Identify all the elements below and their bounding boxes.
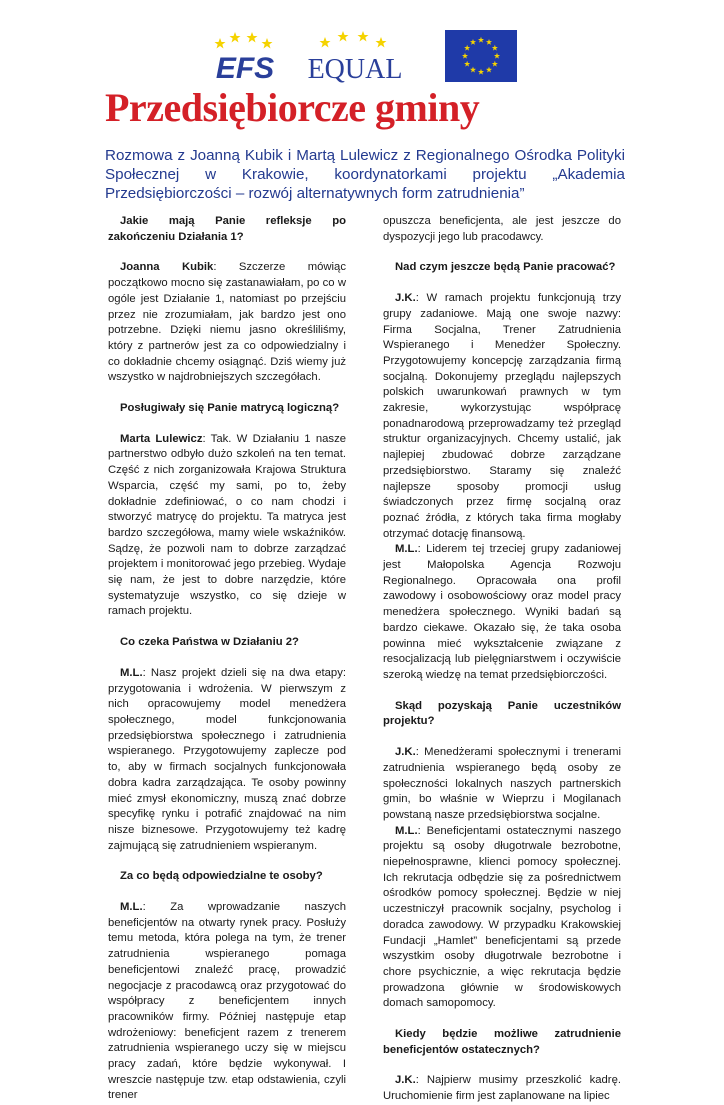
- right-column: [383, 214, 621, 1105]
- answer-paragraph: [383, 1073, 621, 1104]
- speaker-name: Joanna Kubik: [120, 261, 214, 274]
- answer-paragraph: [108, 260, 346, 386]
- question-heading: Kiedy będzie możliwe zatrudnienie beneficjentów ostatecznych?: [383, 1028, 621, 1056]
- answer-paragraph: [383, 291, 621, 542]
- efs-logo-graphic: [205, 28, 285, 86]
- answer-paragraph: [383, 745, 621, 824]
- speaker-name: Marta Lulewicz: [120, 432, 203, 445]
- answer-paragraph: [108, 666, 346, 854]
- speaker-name: M.L.: [120, 901, 143, 914]
- speaker-name: J.K.: [395, 1074, 416, 1087]
- answer-text: : Liderem tej trzeciej grupy zadaniowej jest Małopolska Agencja Rozwoju Regionalnego. Opracowała ona profil zawodowy i osobowościowy oraz model pracy menedżera społecznego. Wyniki badań są bardzo ciekawe. Okazało się, że taka osoba powinna mieć wykształcenie związane z resocjalizacją lub pielęgniarstwem i oczywiście szeroką wiedzę na temat przedsiębiorczości.: [383, 543, 621, 681]
- question-heading: Co czeka Państwa w Działaniu 2?: [120, 636, 299, 649]
- question-heading: Jakie mają Panie refleksje po zakończeniu Działania 1?: [108, 215, 346, 243]
- answer-text: : Za wprowadzanie naszych beneficjentów na otwarty rynek pracy. Posłuży temu metoda, która polega na tym, że trener zatrudnienia wspieranego pomaga beneficjentowi znaleźć pracę, prowadzić negocjacje z pracodawcą oraz przygotować do współpracy z beneficjentem innych pracowników firmy. Później następuje etap wdrożeniowy: beneficjent razem z trenerem zatrudnienia wspieranego uczy się w miejscu pracy zadań, które będzie wykonywał. I wreszcie następuje tzw. etap odstawienia, czyli trener: [108, 901, 346, 1102]
- answer-paragraph: [108, 900, 346, 1104]
- logo-bar: [205, 28, 517, 88]
- equal-logo-text: EQUAL: [307, 54, 403, 85]
- answer-text: : Tak. W Działaniu 1 nasze partnerstwo odbyło dużo szkoleń na ten temat. Część z nich zorganizowała Krajowa Struktura Wsparcia, część my sami, po to, żeby dokładnie zdefiniować, o co nam chodzi i stworzyć matrycę do projektu. Ta matryca jest bardzo szczegółowa, mamy wiele wskaźników. Sądzę, że pozwoli nam to dobrze zarządzać projektem i monitorować jego przebieg. Wydaje się nam, że jest to dobre narzędzie, które systematyzuje wszystko, co się dzieje w ramach projektu.: [108, 432, 346, 618]
- efs-logo: [205, 28, 285, 86]
- eu-flag-icon: [445, 30, 517, 82]
- efs-logo-text: EFS: [215, 52, 275, 85]
- answer-text: : W ramach projektu funkcjonują trzy grupy zadaniowe. Mają one swoje nazwy: Firma Socjalna, Trener Zatrudnienia Wspieranego i Menedżer Społeczny. Przygotowujemy koncepcję zarządzania firmą socjalną. Dokonujemy przeglądu najlepszych polskich uwarunkowań prawnych w tym zakresie, wykorzystując współpracę ponadnarodową przeprowadzamy też przegląd struktur organizacyjnych. Chcemy ustalić, jak najlepiej zbudować dobrze zarządzane przedsiębiorstwo. Staramy się znaleźć najlepsze sposoby promocji usług świadczonych przez firmę socjalną oraz poznać źródła, z których taka firma mogłaby otrzymać dotację finansową.: [383, 292, 621, 540]
- question-heading: Za co będą odpowiedzialne te osoby?: [120, 870, 323, 883]
- question-heading: Skąd pozyskają Panie uczestników projektu?: [383, 699, 621, 728]
- answer-paragraph: [383, 824, 621, 1012]
- eu-flag-logo: [445, 30, 517, 82]
- left-column: [108, 214, 346, 1104]
- article-subtitle: Rozmowa z Joanną Kubik i Martą Lulewicz z Regionalnego Ośrodka Polityki Społecznej w Krakowie, koordynatorkami projektu „Akademia Przedsiębiorczości – rozwój alternatywnych form zatrudnienia”: [105, 147, 625, 202]
- answer-text: : Menedżerami społecznymi i trenerami zatrudnienia wspieranego będą osoby ze społeczności lokalnych naszych partnerskich gmin, bo właśnie w Wieprzu i Mogilanach powstaną nasze przedsiębiorstwa socjalne.: [383, 746, 621, 821]
- answer-paragraph: [383, 542, 621, 683]
- speaker-name: M.L.: [395, 543, 418, 556]
- speaker-name: M.L.: [120, 666, 143, 679]
- article-title: Przedsiębiorcze gminy: [105, 85, 480, 130]
- answer-paragraph: [108, 432, 346, 620]
- question-heading: Posługiwały się Panie matrycą logiczną?: [120, 402, 340, 415]
- equal-logo: [303, 28, 413, 86]
- answer-text: : Nasz projekt dzieli się na dwa etapy: przygotowania i wdrożenia. W pierwszym z nich opracowujemy model menedżera społecznego, model funkcjonowania przedsiębiorstwa społecznego i zatrudnienia wspieranego. Przygotowujemy zaplecze pod to, aby w firmach socjalnych funkcjonowała dobra kadra zarządzająca. Te osoby powinny mieć zmysł ekonomiczny, muszą znać dobrze specyfikę rynku i potrafić znajdować na nim nisze biznesowe. Przygotowujemy też kadrę zajmującą się zatrudnieniem wspieranym.: [108, 666, 346, 852]
- answer-text: : Szczerze mówiąc początkowo mocno się zastanawiałam, po co w ogóle jest Działanie 1, natomiast po przejściu przez nie zrozumiałam, jak bardzo jest ono potrzebne. Dzięki niemu jasno określiliśmy, który z partnerów jest za co odpowiedzialny i co dokładnie chcemy osiągnąć. Dziś wiemy już wszystko w najdrobniejszych szczegółach.: [108, 261, 346, 384]
- speaker-name: J.K.: [395, 292, 416, 305]
- question-heading: Nad czym jeszcze będą Panie pracować?: [395, 261, 616, 274]
- answer-continuation: opuszcza beneficjenta, ale jest jeszcze do dyspozycji jego lub pracodawcy.: [383, 215, 621, 243]
- answer-text: : Najpierw musimy przeszkolić kadrę. Uruchomienie firm jest zaplanowane na lipiec: [383, 1074, 621, 1103]
- speaker-name: J.K.: [395, 746, 416, 759]
- answer-text: : Beneficjentami ostatecznymi naszego projektu są osoby długotrwale bezrobotne, niepełnosprawne, klienci pomocy społecznej. Ich rekrutacja odbędzie się za pośrednictwem ośrodków pomocy społecznej. Będzie w niej uczestniczył pracownik socjalny, psycholog i doradca zawodowy. W przypadku Krakowskiej Fundacji „Hamlet” beneficjentami są przede wszystkim osoby długotrwale bezrobotne i chore psychicznie, a więc rekrutacja będzie prowadzona głównie w środowiskowych domach samopomocy.: [383, 824, 621, 1010]
- speaker-name: M.L.: [395, 824, 418, 837]
- equal-logo-graphic: [303, 28, 413, 86]
